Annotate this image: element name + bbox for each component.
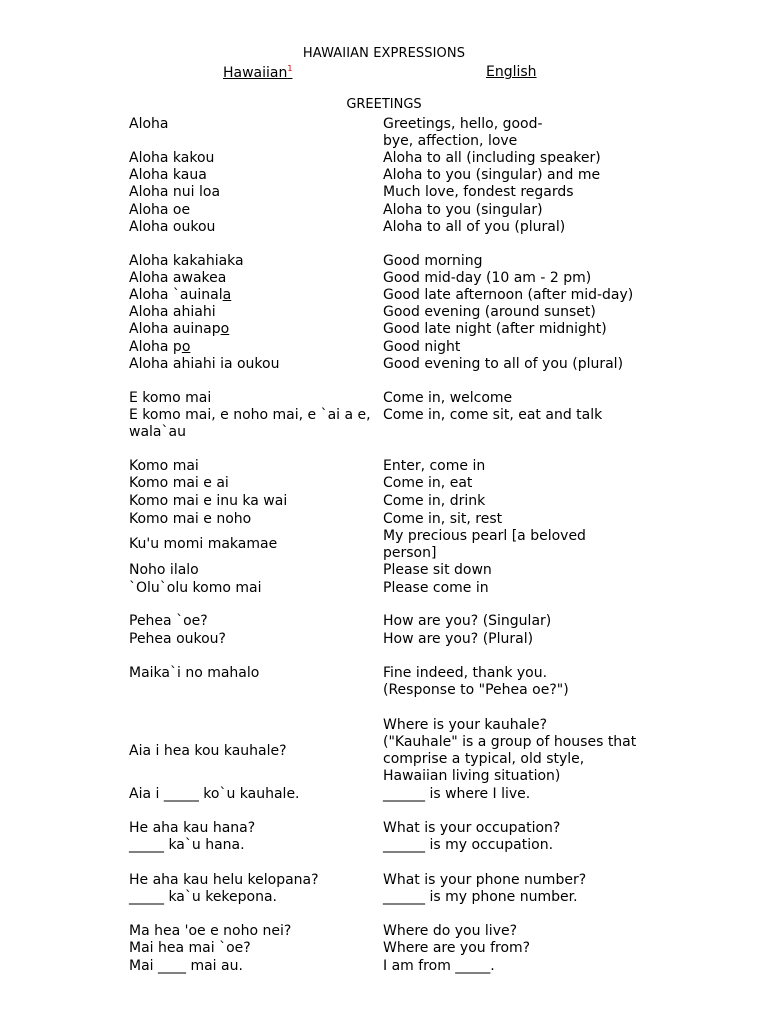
hawaiian-expression: Komo mai	[129, 458, 199, 474]
hawaiian-expression: Aia i hea kou kauhale?	[129, 743, 287, 759]
english-translation: Greetings, hello, good- bye, affection, love	[383, 116, 543, 149]
hawaiian-expression: Ma hea 'oe e noho nei?	[129, 923, 292, 939]
english-translation: Good morning	[383, 253, 483, 269]
column-header-hawaiian-label: Hawaiian	[223, 65, 288, 81]
english-translation: What is your occupation?	[383, 820, 561, 836]
hawaiian-expression: Aloha `auinala	[129, 287, 232, 303]
english-translation: Good late afternoon (after mid-day)	[383, 287, 634, 303]
column-header-english: English	[486, 64, 537, 80]
hawaiian-expression: Aloha kakou	[129, 150, 215, 166]
hawaiian-expression: Pehea `oe?	[129, 613, 208, 629]
english-translation: Please sit down	[383, 562, 492, 578]
hawaiian-expression: `Olu`olu komo mai	[129, 580, 262, 596]
hawaiian-expression: Aloha po	[129, 339, 191, 355]
english-translation: Where do you live?	[383, 923, 518, 939]
document-title: HAWAIIAN EXPRESSIONS	[302, 46, 466, 61]
hawaiian-expression: He aha kau helu kelopana?	[129, 872, 319, 888]
section-heading-greetings: GREETINGS	[346, 97, 422, 112]
english-translation: I am from _____.	[383, 958, 495, 974]
hawaiian-expression: Komo mai e noho	[129, 511, 252, 527]
hawaiian-expression: Aloha kaua	[129, 167, 207, 183]
english-translation: Fine indeed, thank you. (Response to "Pehea oe?")	[383, 665, 569, 698]
english-translation: Enter, come in	[383, 458, 486, 474]
hawaiian-expression: Maika`i no mahalo	[129, 665, 260, 681]
footnote-marker: 1	[287, 64, 293, 73]
english-translation: Come in, come sit, eat and talk	[383, 407, 603, 423]
hawaiian-expression: Aloha auinapo	[129, 321, 230, 337]
hawaiian-expression: Aloha nui loa	[129, 184, 221, 200]
hawaiian-expression: Ku'u momi makamae	[129, 536, 278, 552]
english-translation: Good night	[383, 339, 461, 355]
english-translation: ______ is my phone number.	[383, 889, 578, 905]
english-translation: Please come in	[383, 580, 489, 596]
hawaiian-expression: Aia i _____ ko`u kauhale.	[129, 786, 300, 802]
english-translation: Good evening (around sunset)	[383, 304, 596, 320]
hawaiian-expression: E komo mai, e noho mai, e `ai a e, wala`au	[129, 407, 371, 440]
english-translation: How are you? (Plural)	[383, 631, 534, 647]
english-translation: Where are you from?	[383, 940, 531, 956]
english-translation: Aloha to all of you (plural)	[383, 219, 566, 235]
english-translation: Come in, sit, rest	[383, 511, 503, 527]
hawaiian-expression: Aloha oukou	[129, 219, 216, 235]
english-translation: My precious pearl [a beloved person]	[383, 528, 586, 561]
hawaiian-expression: Aloha ahiahi ia oukou	[129, 356, 280, 372]
english-translation: Aloha to all (including speaker)	[383, 150, 601, 166]
english-translation: Much love, fondest regards	[383, 184, 574, 200]
english-translation: Aloha to you (singular) and me	[383, 167, 601, 183]
english-translation: How are you? (Singular)	[383, 613, 552, 629]
hawaiian-expression: Aloha	[129, 116, 169, 132]
hawaiian-expression: Aloha kakahiaka	[129, 253, 244, 269]
column-header-hawaiian	[223, 64, 292, 81]
hawaiian-expression: Mai hea mai `oe?	[129, 940, 251, 956]
english-translation: Come in, eat	[383, 475, 473, 491]
english-translation: Good mid-day (10 am - 2 pm)	[383, 270, 592, 286]
english-translation: Good late night (after midnight)	[383, 321, 607, 337]
hawaiian-expression: Mai ____ mai au.	[129, 958, 243, 974]
english-translation: Come in, drink	[383, 493, 486, 509]
hawaiian-expression: _____ ka`u kekepona.	[129, 889, 278, 905]
english-translation: ______ is where I live.	[383, 786, 531, 802]
english-translation: ______ is my occupation.	[383, 837, 554, 853]
hawaiian-expression: Aloha oe	[129, 202, 191, 218]
english-translation: Aloha to you (singular)	[383, 202, 543, 218]
hawaiian-expression: _____ ka`u hana.	[129, 837, 245, 853]
english-translation: Good evening to all of you (plural)	[383, 356, 624, 372]
hawaiian-expression: Pehea oukou?	[129, 631, 226, 647]
hawaiian-expression: He aha kau hana?	[129, 820, 256, 836]
english-translation: Where is your kauhale? ("Kauhale" is a group of houses that comprise a typical, old style, Hawaiian living situation)	[383, 717, 637, 784]
hawaiian-expression: Aloha ahiahi	[129, 304, 216, 320]
english-translation: What is your phone number?	[383, 872, 587, 888]
hawaiian-expression: Komo mai e inu ka wai	[129, 493, 288, 509]
hawaiian-expression: Aloha awakea	[129, 270, 227, 286]
hawaiian-expression: Komo mai e ai	[129, 475, 229, 491]
english-translation: Come in, welcome	[383, 390, 513, 406]
hawaiian-expression: E komo mai	[129, 390, 212, 406]
hawaiian-expression: Noho ilalo	[129, 562, 199, 578]
